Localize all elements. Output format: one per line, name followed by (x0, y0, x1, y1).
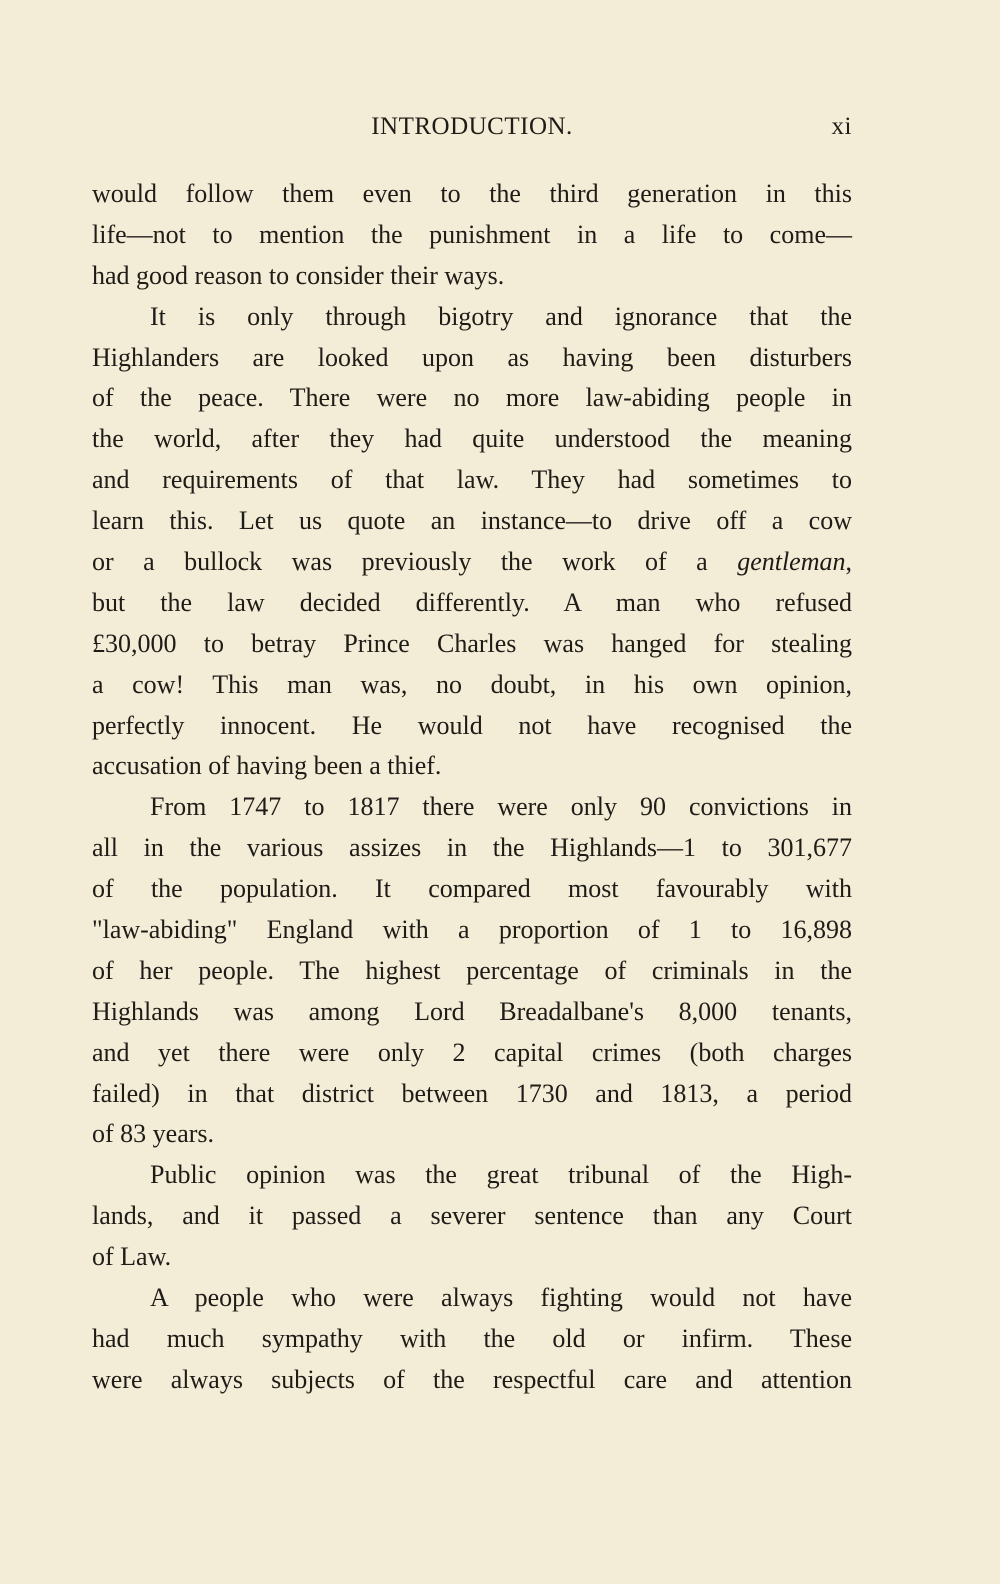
text-line: of the peace. There were no more law-abiding people in (92, 383, 852, 413)
text-line: and requirements of that law. They had sometimes to (92, 465, 852, 495)
text-line: perfectly innocent. He would not have recognised the (92, 710, 852, 740)
emphasis: gentleman (737, 547, 846, 577)
paragraph (92, 297, 852, 788)
text-line: had good reason to consider their ways. (92, 260, 505, 290)
text-line: Highlands was among Lord Breadalbane's 8,000 tenants, (92, 996, 852, 1026)
page-number: xi (831, 113, 852, 140)
text-line: the world, after they had quite understood the meaning (92, 424, 852, 454)
text-line: Public opinion was the great tribunal of the High- (150, 1160, 852, 1190)
text-line: or a bullock was previously the work of a gentleman, (92, 547, 852, 577)
text-line: accusation of having been a thief. (92, 751, 442, 781)
text-line: "law-abiding" England with a proportion of 1 to 16,898 (92, 915, 852, 945)
text-line: and yet there were only 2 capital crimes (both charges (92, 1037, 852, 1067)
text-line: It is only through bigotry and ignorance that the (150, 301, 852, 331)
text-line: of her people. The highest percentage of criminals in the (92, 955, 852, 985)
text-line: were always subjects of the respectful care and attention (92, 1364, 852, 1394)
text-line: Highlanders are looked upon as having been disturbers (92, 342, 852, 372)
text-line: failed) in that district between 1730 and 1813, a period (92, 1078, 852, 1108)
text-line: all in the various assizes in the Highlands—1 to 301,677 (92, 833, 852, 863)
text-line: From 1747 to 1817 there were only 90 convictions in (150, 792, 852, 822)
text-line: £30,000 to betray Prince Charles was hanged for stealing (92, 628, 852, 658)
paragraph (92, 1155, 852, 1278)
text-line: of 83 years. (92, 1119, 215, 1149)
text-line: learn this. Let us quote an instance—to drive off a cow (92, 506, 852, 536)
chapter-title: INTRODUCTION. (371, 113, 573, 140)
paragraph (92, 174, 852, 297)
text-line: of Law. (92, 1242, 172, 1272)
text-line: lands, and it passed a severer sentence than any Court (92, 1201, 852, 1231)
text-line: life—not to mention the punishment in a life to come— (92, 219, 852, 249)
text-line: a cow! This man was, no doubt, in his own opinion, (92, 669, 852, 699)
text-line: would follow them even to the third generation in this (92, 179, 852, 208)
paragraph (92, 1278, 852, 1401)
text-line: A people who were always fighting would not have (150, 1283, 852, 1313)
body-text (92, 174, 852, 1401)
running-head (92, 113, 852, 149)
text-line: had much sympathy with the old or infirm. These (92, 1323, 852, 1353)
text-line: of the population. It compared most favourably with (92, 874, 852, 904)
paragraph (92, 787, 852, 1155)
text-line: but the law decided differently. A man who refused (92, 587, 852, 617)
